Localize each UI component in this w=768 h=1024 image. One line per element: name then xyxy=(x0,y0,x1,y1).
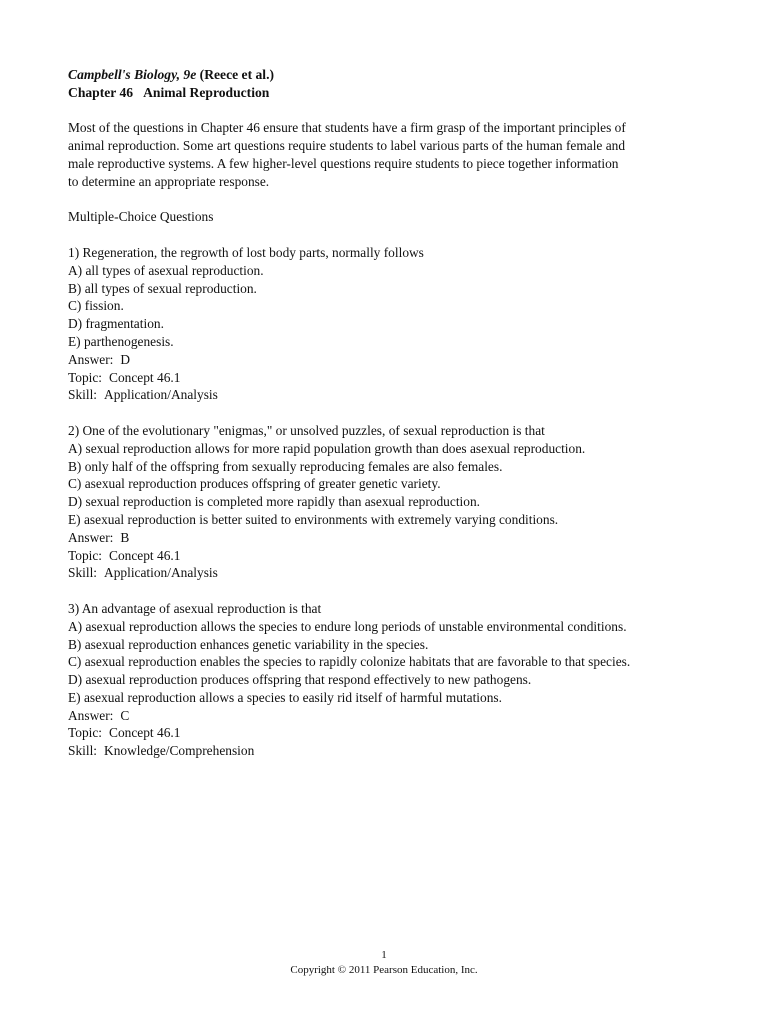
answer-value: B xyxy=(120,529,130,545)
skill-value: Knowledge/Comprehension xyxy=(104,743,255,759)
book-title: Campbell's Biology, 9e xyxy=(68,67,197,82)
answer-option: D) asexual reproduction produces offspring that respond effectively to new pathogens. xyxy=(68,672,532,688)
book-authors: (Reece et al.) xyxy=(199,67,275,82)
intro-line: animal reproduction. Some art questions require students to label various parts of the human female and xyxy=(68,138,626,154)
skill-line xyxy=(68,564,718,582)
topic-value: Concept 46.1 xyxy=(109,369,181,385)
answer-line xyxy=(68,351,718,369)
answer-option: D) fragmentation. xyxy=(68,316,164,332)
answer-label: Answer: xyxy=(68,529,114,545)
answer-option: C) asexual reproduction produces offspring of greater genetic variety. xyxy=(68,476,441,492)
answer-option: C) fission. xyxy=(68,298,124,314)
question-stem: 2) One of the evolutionary "enigmas," or unsolved puzzles, of sexual reproduction is that xyxy=(68,422,545,438)
topic-line xyxy=(68,547,718,565)
question-stem: 3) An advantage of asexual reproduction is that xyxy=(68,600,322,616)
answer-line xyxy=(68,707,718,725)
skill-value: Application/Analysis xyxy=(104,565,218,581)
intro-line: to determine an appropriate response. xyxy=(68,173,270,189)
answer-option: A) asexual reproduction allows the species to endure long periods of unstable environmental conditions. xyxy=(68,618,627,634)
topic-value: Concept 46.1 xyxy=(109,547,181,563)
answer-option: C) asexual reproduction enables the species to rapidly colonize habitats that are favorable to that species. xyxy=(68,654,631,670)
document-page xyxy=(68,66,718,760)
answer-option: A) sexual reproduction allows for more rapid population growth than does asexual reproduction. xyxy=(68,440,586,456)
answer-line xyxy=(68,529,718,547)
chapter-heading xyxy=(68,84,718,102)
question-3 xyxy=(68,600,718,760)
answer-option: E) asexual reproduction is better suited to environments with extremely varying conditions. xyxy=(68,511,559,527)
topic-line xyxy=(68,724,718,742)
answer-option: B) asexual reproduction enhances genetic variability in the species. xyxy=(68,636,429,652)
topic-label: Topic: xyxy=(68,547,103,563)
topic-label: Topic: xyxy=(68,369,103,385)
answer-option: A) all types of asexual reproduction. xyxy=(68,262,264,278)
question-2 xyxy=(68,422,718,582)
skill-label: Skill: xyxy=(68,387,98,403)
topic-label: Topic: xyxy=(68,725,103,741)
intro-line: Most of the questions in Chapter 46 ensure that students have a firm grasp of the important principles of xyxy=(68,120,626,136)
copyright-notice: Copyright © 2011 Pearson Education, Inc. xyxy=(290,964,478,976)
answer-option: B) all types of sexual reproduction. xyxy=(68,280,257,296)
answer-label: Answer: xyxy=(68,351,114,367)
topic-value: Concept 46.1 xyxy=(109,725,181,741)
section-heading: Multiple-Choice Questions xyxy=(68,209,214,225)
skill-line xyxy=(68,742,718,760)
page-number: 1 xyxy=(381,949,387,961)
answer-option: E) parthenogenesis. xyxy=(68,333,174,349)
chapter-label: Chapter 46 xyxy=(68,84,134,100)
skill-value: Application/Analysis xyxy=(104,387,218,403)
topic-line xyxy=(68,369,718,387)
answer-value: D xyxy=(120,351,131,367)
answer-option: D) sexual reproduction is completed more rapidly than asexual reproduction. xyxy=(68,494,481,510)
question-stem: 1) Regeneration, the regrowth of lost body parts, normally follows xyxy=(68,244,424,260)
answer-label: Answer: xyxy=(68,707,114,723)
question-1 xyxy=(68,244,718,404)
skill-line xyxy=(68,386,718,404)
intro-line: male reproductive systems. A few higher-level questions require students to piece together information xyxy=(68,155,619,171)
answer-value: C xyxy=(120,707,130,723)
answer-option: B) only half of the offspring from sexually reproducing females are also females. xyxy=(68,458,503,474)
intro-paragraph xyxy=(68,119,718,190)
chapter-title: Animal Reproduction xyxy=(143,84,270,100)
skill-label: Skill: xyxy=(68,565,98,581)
skill-label: Skill: xyxy=(68,743,98,759)
book-heading xyxy=(68,66,718,84)
answer-option: E) asexual reproduction allows a species to easily rid itself of harmful mutations. xyxy=(68,689,502,705)
